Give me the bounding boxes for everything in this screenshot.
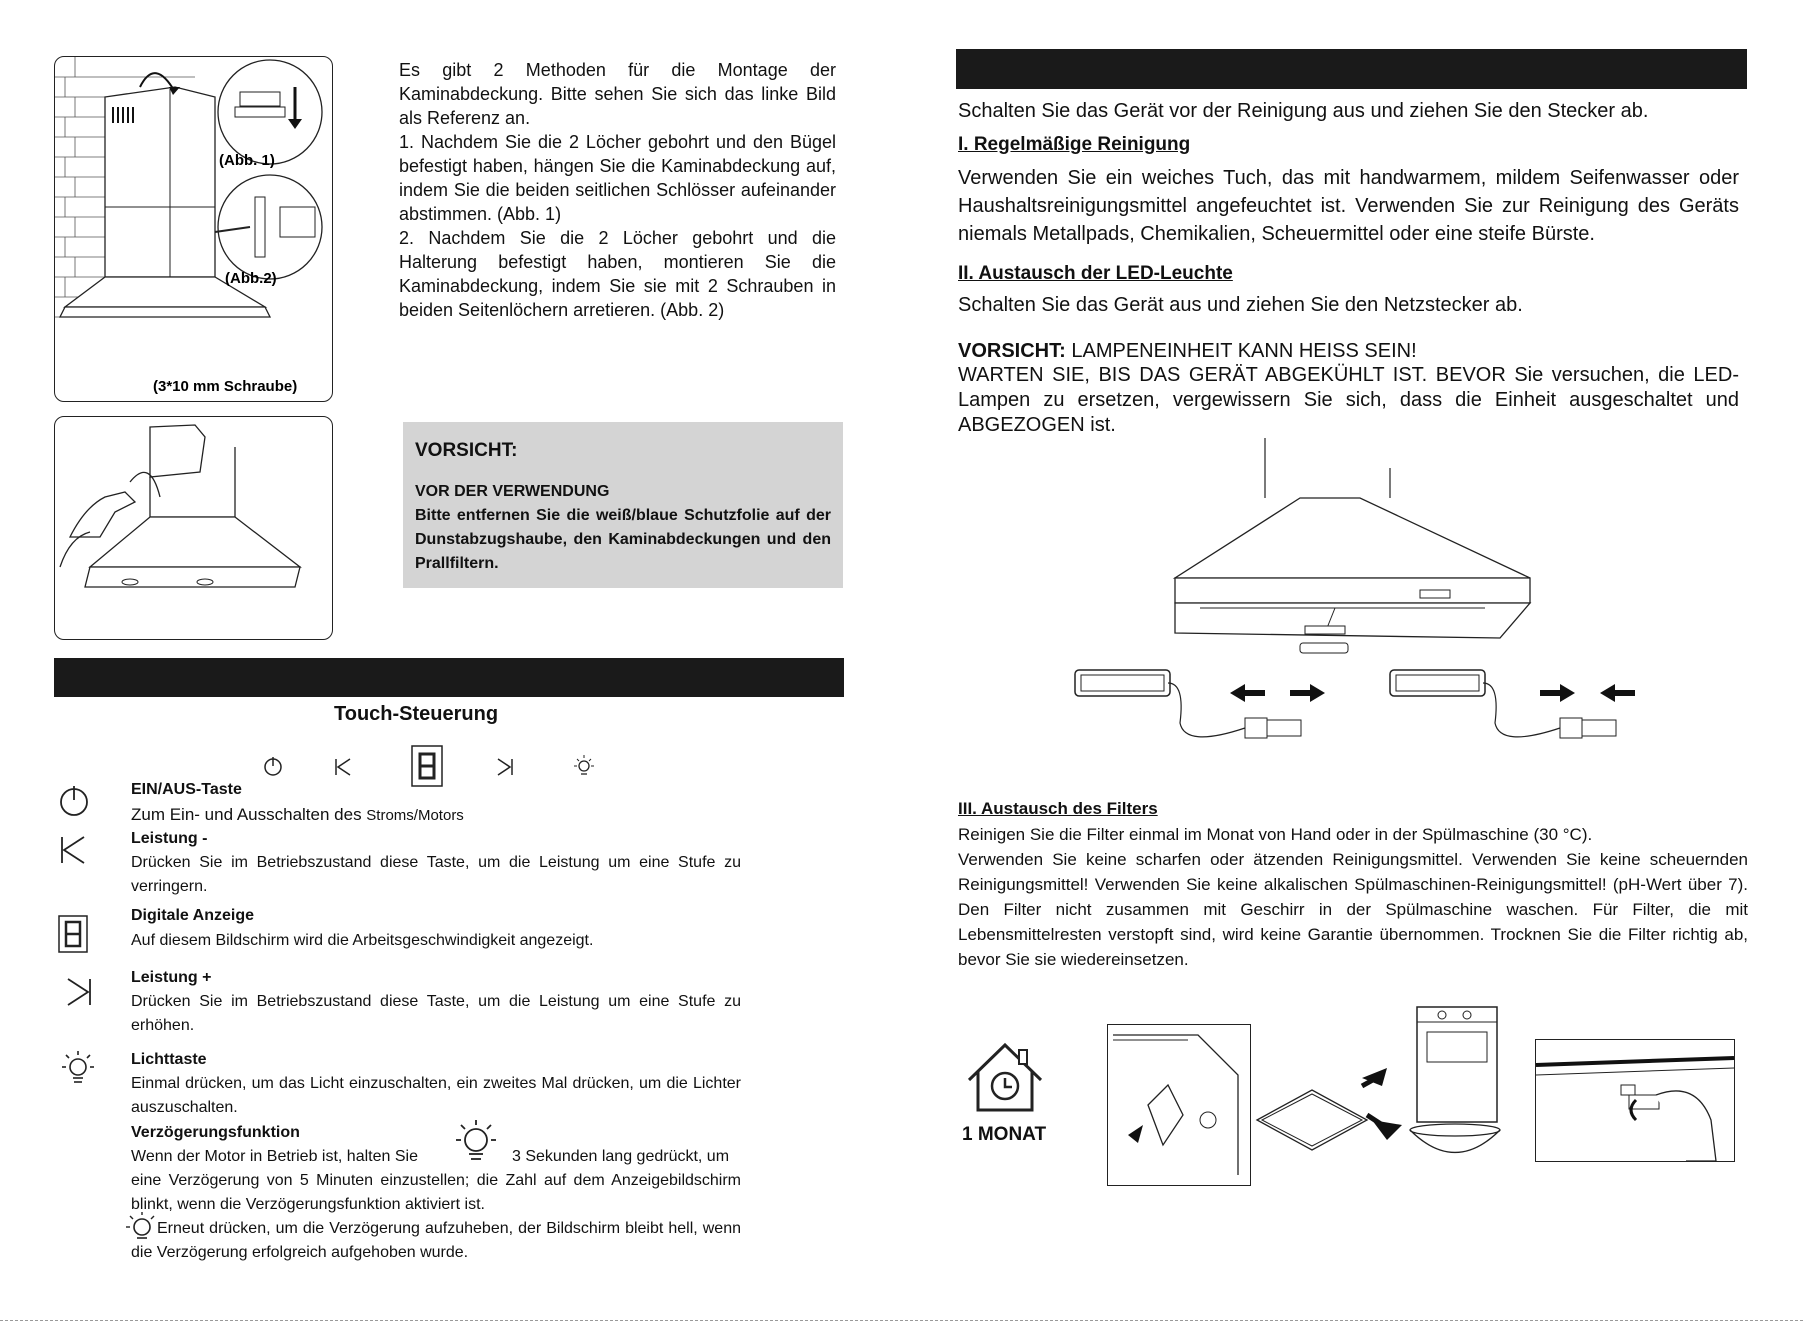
display-desc: Auf diesem Bildschirm wird die Arbeitsgeschwindigkeit angezeigt. — [131, 932, 594, 949]
section2-title: II. Austausch der LED-Leuchte — [958, 263, 1233, 284]
chimney-installation-drawing — [55, 57, 332, 401]
install-step-2: 2. Nachdem Sie die 2 Löcher gebohrt und die Halterung befestigt haben, montieren Sie die Kaminabdeckung, indem Sie sie mit 2 Schrauben in beiden Seitenlöchern arretieren. (Abb. 2) — [399, 228, 836, 320]
section3-line1: Reinigen Sie die Filter einmal im Monat von Hand oder in der Spülmaschine (30 °C). — [958, 825, 1593, 844]
house-clock-icon — [964, 1040, 1046, 1114]
filter-removal-figure — [1107, 1024, 1251, 1186]
install-step-1: 1. Nachdem Sie die 2 Löcher gebohrt und den Bügel befestigt haben, hängen Sie die Kaminabdeckung auf, indem Sie die beiden seitlichen Schlösser aufeinander abstimmen. (Abb. 1) — [399, 132, 836, 224]
washing-bowl-icon — [1405, 1120, 1505, 1160]
caution-title: VORSICHT: — [415, 440, 518, 461]
section3-text: Verwenden Sie keine scharfen oder ätzenden Reinigungsmittel. Verwenden Sie keine scheuernden Reinigungsmittel! Verwenden Sie keine alkalischen Spülmaschinen-Reinigungsmittel! (pH-Wert über 7). Den Filter nicht zusammen mit Geschirr in der Spülmaschine waschen. Für Filter, die mit Lebensmittelresten verstopft sind, wird keine Garantie übernommen. Trocknen Sie die Filter richtig ab, bevor Sie sie wiedereinsetzen. — [958, 850, 1748, 969]
section3-title: III. Austausch des Filters — [958, 799, 1158, 818]
delay-desc-b: 3 Sekunden lang gedrückt, um — [512, 1148, 730, 1165]
film-removal-drawing — [55, 417, 332, 639]
power-title: EIN/AUS-Taste — [131, 781, 242, 798]
caution-box — [403, 422, 843, 588]
caution-subtitle: VOR DER VERWENDUNG — [415, 483, 610, 500]
cleaning-header-bar — [956, 49, 1747, 89]
delay-desc-c: eine Verzögerung von 5 Minuten einzustellen; die Zahl auf dem Anzeigebildschirm blinkt, wenn die Verzögerungsfunktion aktiviert ist. — [131, 1172, 741, 1213]
caution-body: Bitte entfernen Sie die weiß/blaue Schutzfolie auf der Dunstabzugshaube, den Kaminabdeckungen und den Prallfiltern. — [415, 507, 831, 572]
plus-title: Leistung + — [131, 969, 212, 986]
section2-text: Schalten Sie das Gerät aus und ziehen Sie den Netzstecker ab. — [958, 294, 1523, 316]
abb2-label: (Abb.2) — [225, 270, 277, 287]
control-panel — [258, 742, 598, 788]
delay-desc-a: Wenn der Motor in Betrieb ist, halten Sie — [131, 1148, 418, 1165]
power-desc: Zum Ein- und Ausschalten des Stroms/Motors — [131, 805, 464, 824]
plus-icon — [64, 975, 94, 1009]
light-bulb-icon — [574, 755, 594, 774]
display-icon — [412, 746, 442, 786]
light-title: Lichttaste — [131, 1051, 207, 1068]
minus-icon — [58, 833, 88, 867]
installation-figure — [54, 56, 333, 402]
delay-title: Verzögerungsfunktion — [131, 1124, 300, 1141]
light-desc: Einmal drücken, um das Licht einzuschalten, ein zweites Mal drücken, um die Lichter auszuschalten. — [131, 1075, 741, 1116]
power-icon — [56, 783, 92, 819]
screw-label: (3*10 mm Schraube) — [153, 378, 298, 395]
one-month-label: 1 MONAT — [962, 1124, 1047, 1145]
led-replacement-figure — [1060, 438, 1660, 748]
cleaning-intro: Schalten Sie das Gerät vor der Reinigung aus und ziehen Sie den Stecker ab. — [958, 100, 1649, 122]
film-removal-figure — [54, 416, 333, 640]
dishwasher-icon — [1412, 1002, 1502, 1132]
light-bulb-icon — [58, 1049, 98, 1089]
power-icon — [265, 757, 281, 775]
section-header-bar — [54, 658, 844, 697]
led-warning-line: VORSICHT: LAMPENEINHEIT KANN HEISS SEIN! — [958, 340, 1417, 362]
plus-desc: Drücken Sie im Betriebszustand diese Taste, um die Leistung um eine Stufe zu erhöhen. — [131, 993, 741, 1034]
led-warning-text: WARTEN SIE, BIS DAS GERÄT ABGEKÜHLT IST. BEVOR Sie versuchen, die LED-Lampen zu ersetzen, vergewissern Sie sich, dass die Einheit ausgeschaltet und ABGEZOGEN ist. — [958, 364, 1739, 436]
minus-title: Leistung - — [131, 830, 208, 847]
section1-text: Verwenden Sie ein weiches Tuch, das mit handwarmem, mildem Seifenwasser oder Haushaltsreinigungsmittel angefeuchtet ist. Verwenden Sie zur Reinigung des Geräts niemals Metallpads, Chemikalien, Scheuermittel oder eine steife Bürste. — [958, 167, 1739, 245]
touch-control-title: Touch-Steuerung — [334, 703, 499, 725]
delay-desc-d: Erneut drücken, um die Verzögerung aufzuheben, der Bildschirm bleibt hell, wenn die Verzögerung erfolgreich aufgehoben wurde. — [131, 1220, 741, 1261]
minus-icon — [336, 759, 350, 775]
minus-desc: Drücken Sie im Betriebszustand diese Taste, um die Leistung um eine Stufe zu verringern. — [131, 854, 741, 895]
display-icon — [57, 914, 89, 954]
page-bottom-edge — [0, 1320, 1803, 1323]
plus-icon — [498, 759, 512, 775]
display-title: Digitale Anzeige — [131, 907, 254, 924]
install-instructions — [399, 58, 836, 322]
install-intro: Es gibt 2 Methoden für die Montage der Kaminabdeckung. Bitte sehen Sie sich das linke Bild als Referenz an. — [399, 60, 836, 128]
section1-title: I. Regelmäßige Reinigung — [958, 134, 1191, 155]
filter-insertion-figure — [1535, 1039, 1735, 1162]
abb1-label: (Abb. 1) — [219, 152, 275, 169]
